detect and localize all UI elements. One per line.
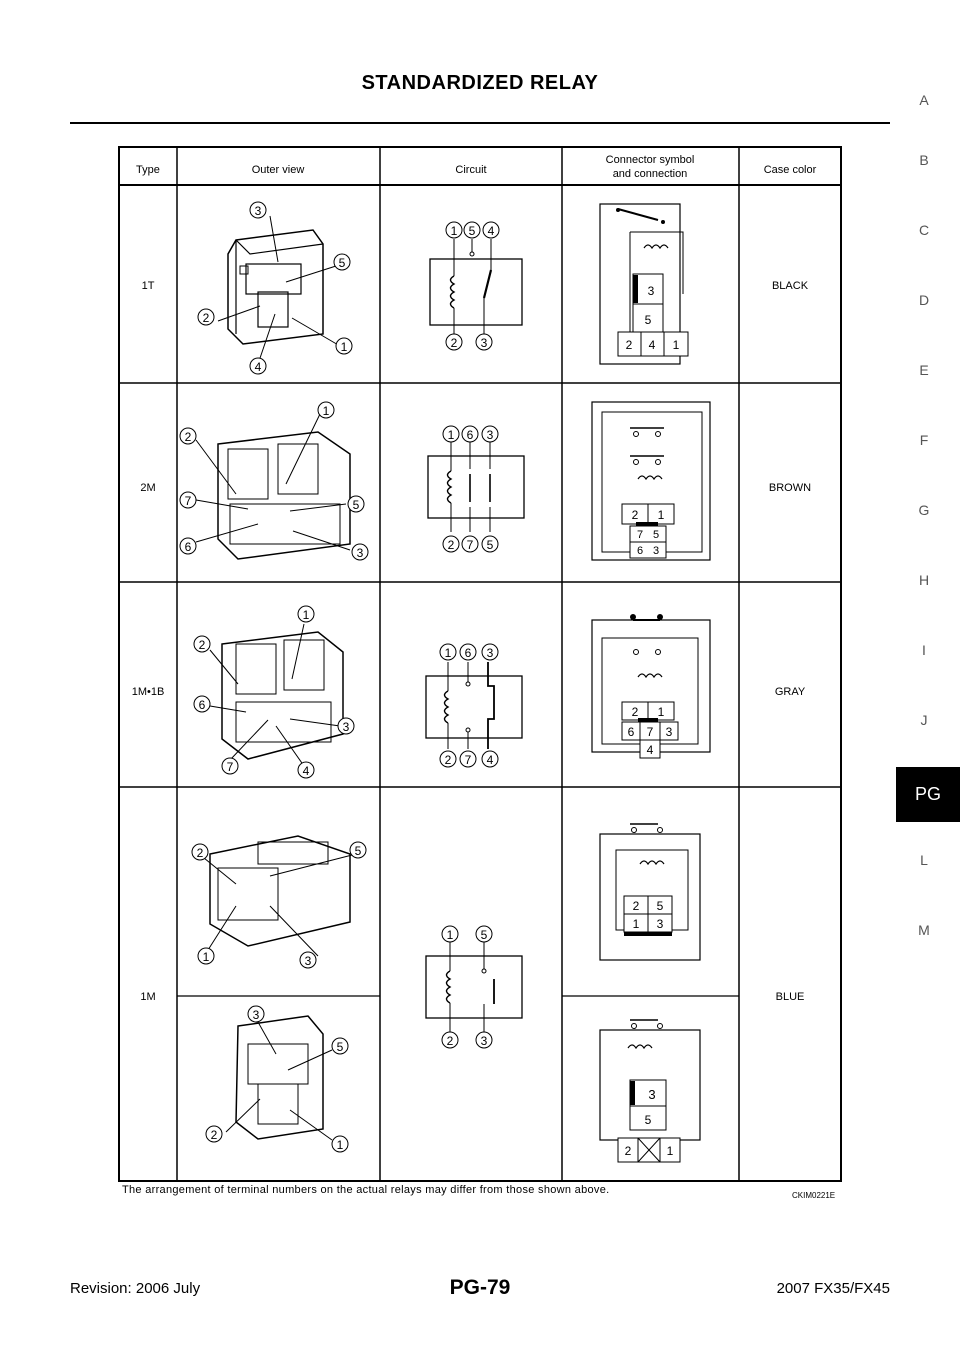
conn-1t-3: 4: [648, 338, 656, 352]
label-1m-b-outer-3: 1: [336, 1138, 344, 1152]
label-1m1b-c-bot-1: 7: [464, 753, 472, 767]
conn-1m-a-0: 2: [632, 899, 640, 913]
row-1t-type: 1T: [141, 280, 155, 292]
label-1t-outer-2: 2: [202, 311, 210, 325]
row-1t-case: BLACK: [771, 280, 809, 292]
label-1t-c-bot-1: 3: [480, 336, 488, 350]
row-1m-circuit: [426, 942, 522, 1032]
conn-1m1b-0: 2: [631, 705, 639, 719]
row-1t-outer-labels: [198, 202, 352, 374]
header-case-color: Case color: [763, 164, 817, 176]
label-2m-c-bot-1: 7: [466, 538, 474, 552]
conn-1t-4: 1: [672, 338, 680, 352]
conn-2m-4: 6: [636, 545, 644, 557]
label-1m-a-outer-1: 5: [354, 844, 362, 858]
footer-model: 2007 FX35/FX45: [776, 1280, 890, 1297]
row-2m-case: BROWN: [768, 482, 812, 494]
row-2m-type: 2M: [140, 482, 156, 494]
index-letter-a[interactable]: A: [919, 92, 929, 108]
row-1m-outer-view-b: [226, 1016, 332, 1140]
row-1t-outer-view: [218, 216, 340, 364]
row-1m-connector-a: [600, 824, 700, 960]
header-connector-1: Connector symbol: [605, 154, 695, 166]
label-1t-c-top-2: 4: [487, 224, 495, 238]
label-1m-c-top-1: 5: [480, 928, 488, 942]
conn-2m-5: 3: [652, 545, 660, 557]
header-circuit: Circuit: [455, 164, 487, 176]
label-1m1b-c-top-2: 3: [486, 646, 494, 660]
conn-1t-1: 5: [644, 313, 652, 327]
label-1m1b-c-top-1: 6: [464, 646, 472, 660]
conn-1m1b-4: 3: [665, 725, 673, 739]
label-1t-outer-3: 1: [340, 340, 348, 354]
conn-1t-2: 2: [625, 338, 633, 352]
index-letter-j[interactable]: J: [920, 712, 928, 728]
conn-1m1b-3: 7: [646, 725, 654, 739]
label-1m-b-outer-1: 5: [336, 1040, 344, 1054]
title-rule: [70, 122, 890, 124]
label-1m1b-outer-0: 1: [302, 608, 310, 622]
conn-2m-1: 1: [657, 508, 665, 522]
label-1m1b-outer-5: 4: [302, 764, 310, 778]
label-1t-c-top-0: 1: [450, 224, 458, 238]
label-1m-c-bot-0: 2: [446, 1034, 454, 1048]
label-1m-a-outer-2: 1: [202, 950, 210, 964]
conn-1m-b-0: 3: [648, 1087, 656, 1102]
label-2m-outer-2: 7: [184, 494, 192, 508]
label-1m1b-outer-1: 2: [198, 638, 206, 652]
label-2m-c-bot-2: 5: [486, 538, 494, 552]
label-1m-b-outer-0: 3: [252, 1008, 260, 1022]
index-letter-i[interactable]: I: [922, 642, 926, 658]
index-letter-e[interactable]: E: [919, 362, 929, 378]
label-1t-outer-4: 4: [254, 360, 262, 374]
row-2m-outer-view: [196, 414, 350, 559]
index-tab-active[interactable]: PG: [896, 767, 960, 822]
index-letter-l[interactable]: L: [920, 852, 928, 868]
row-1m-outer-view-a: [204, 836, 356, 956]
label-2m-outer-4: 6: [184, 540, 192, 554]
index-letter-c[interactable]: C: [918, 222, 930, 238]
table-header: [118, 146, 842, 186]
label-2m-outer-1: 2: [184, 430, 192, 444]
index-letter-m[interactable]: M: [918, 922, 930, 938]
label-1t-outer-0: 3: [254, 204, 262, 218]
index-letter-b[interactable]: B: [919, 152, 929, 168]
index-letter-d[interactable]: D: [918, 292, 930, 308]
row-1m1b-case: GRAY: [774, 686, 806, 698]
conn-1m-a-2: 1: [632, 917, 640, 931]
label-2m-c-bot-0: 2: [447, 538, 455, 552]
label-2m-c-top-1: 6: [466, 428, 474, 442]
conn-2m-2: 7: [636, 529, 644, 541]
row-1m1b-outer-view: [210, 624, 343, 766]
label-2m-outer-0: 1: [322, 404, 330, 418]
label-2m-outer-5: 3: [356, 546, 364, 560]
conn-1m-a-3: 3: [656, 917, 664, 931]
conn-1m1b-2: 6: [627, 725, 635, 739]
row-1t-circuit: [430, 239, 522, 334]
row-1m-type: 1M: [140, 991, 156, 1003]
index-letter-f[interactable]: F: [919, 432, 929, 448]
label-2m-c-top-0: 1: [447, 428, 455, 442]
label-1m1b-c-bot-0: 2: [444, 753, 452, 767]
label-1m-c-top-0: 1: [446, 928, 454, 942]
conn-1m1b-1: 1: [657, 705, 665, 719]
footer-page-number: PG-79: [449, 1276, 511, 1299]
header-type: Type: [136, 164, 160, 176]
label-1m1b-outer-3: 3: [342, 720, 350, 734]
label-1m-a-outer-3: 3: [304, 954, 312, 968]
label-1t-outer-1: 5: [338, 256, 346, 270]
relay-table-figure: [118, 174, 842, 1182]
row-1m1b-circuit: [426, 662, 522, 749]
conn-1m-b-3: 1: [666, 1144, 674, 1158]
label-1m-c-bot-1: 3: [480, 1034, 488, 1048]
figure-code: CKIM0221E: [792, 1191, 836, 1200]
conn-2m-3: 5: [652, 529, 660, 541]
row-1m1b-circuit-labels: [440, 644, 498, 767]
label-1m-a-outer-0: 2: [196, 846, 204, 860]
row-1m1b-type: 1M•1B: [131, 686, 165, 698]
label-1m1b-outer-2: 6: [198, 698, 206, 712]
index-letter-g[interactable]: G: [918, 502, 930, 518]
label-1m1b-c-top-0: 1: [444, 646, 452, 660]
label-1m1b-outer-4: 7: [226, 760, 234, 774]
row-1m-case: BLUE: [775, 991, 805, 1003]
header-connector-2: and connection: [612, 168, 688, 180]
header-outer-view: Outer view: [251, 164, 305, 176]
index-letter-h[interactable]: H: [918, 572, 930, 588]
label-2m-c-top-2: 3: [486, 428, 494, 442]
figure-note: The arrangement of terminal numbers on the actual relays may differ from those shown above.: [122, 1184, 610, 1196]
page-title: STANDARDIZED RELAY: [361, 72, 599, 94]
row-2m-connector: [592, 402, 710, 560]
conn-1m-b-2: 2: [624, 1144, 632, 1158]
conn-1m-a-1: 5: [656, 899, 664, 913]
label-2m-outer-3: 5: [352, 498, 360, 512]
conn-1m-b-1: 5: [644, 1113, 652, 1127]
row-1m1b-connector: [592, 614, 710, 758]
conn-1t-0: 3: [647, 284, 655, 298]
row-1m-connector-b: [600, 1020, 700, 1162]
label-1m1b-c-bot-2: 4: [486, 753, 494, 767]
row-1t-connector: [600, 204, 688, 364]
conn-2m-0: 2: [631, 508, 639, 522]
footer-revision: Revision: 2006 July: [70, 1280, 201, 1297]
label-1m-b-outer-2: 2: [210, 1128, 218, 1142]
label-1t-c-top-1: 5: [468, 224, 476, 238]
row-2m-circuit: [428, 442, 524, 532]
label-1t-c-bot-0: 2: [450, 336, 458, 350]
conn-1m1b-5: 4: [646, 743, 654, 757]
